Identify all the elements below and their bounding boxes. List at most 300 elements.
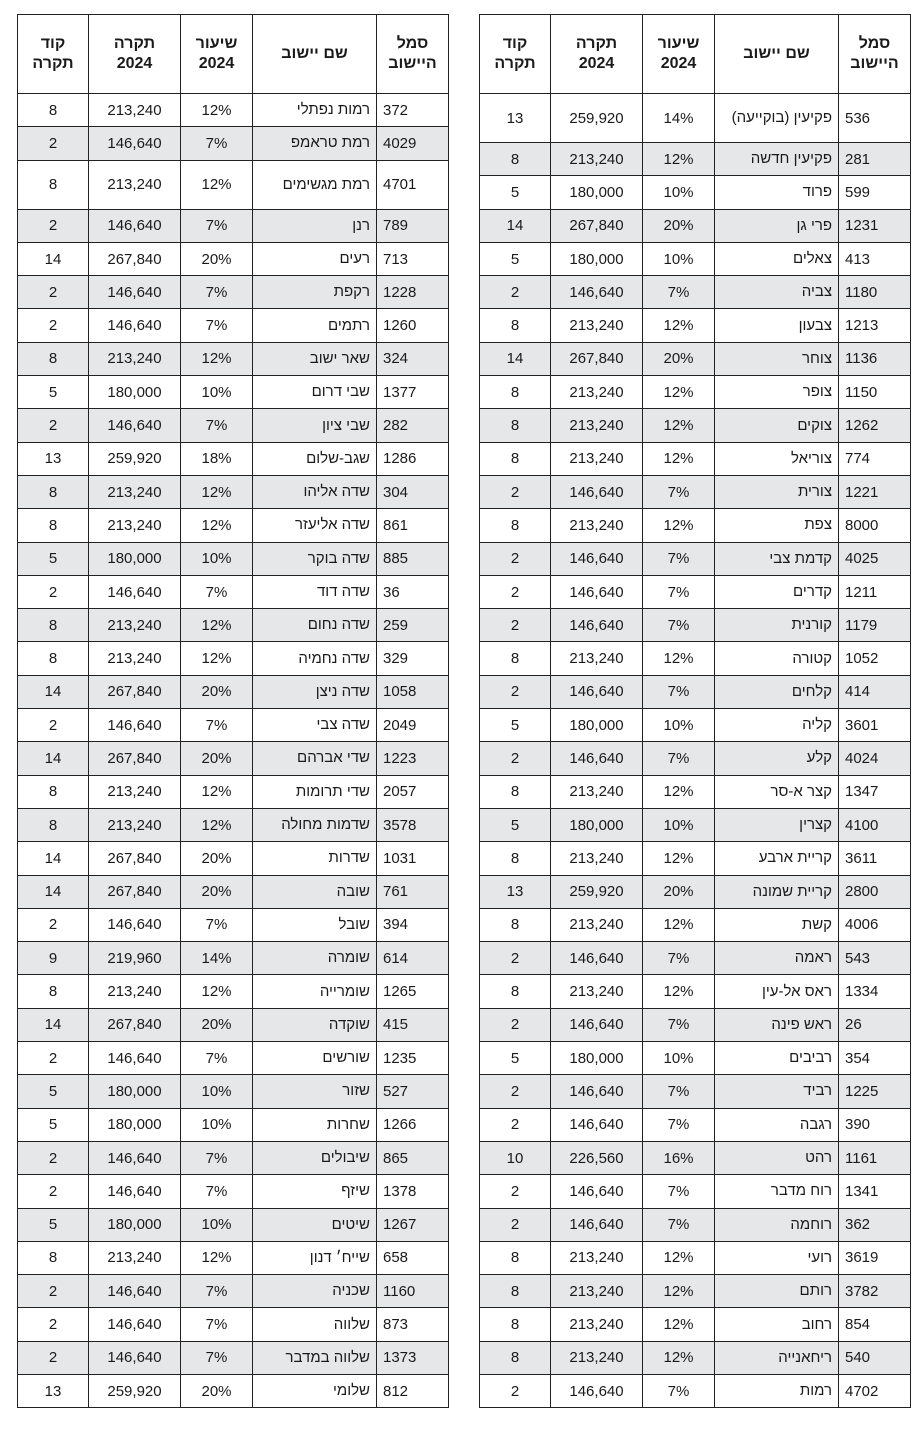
settlement-code-cell: 282 (377, 409, 449, 442)
table-row (480, 975, 911, 1008)
rate-cell: 7% (643, 675, 715, 708)
settlement-code-cell: 761 (377, 875, 449, 908)
rate-cell: 10% (181, 1108, 253, 1141)
rate-cell: 12% (643, 376, 715, 409)
settlement-name-cell: צאלים (715, 242, 839, 275)
settlements-table-left (17, 14, 449, 1408)
ceiling-cell: 146,640 (89, 709, 181, 742)
settlement-name-cell: שיבולים (253, 1141, 377, 1174)
ceiling-code-cell: 8 (18, 1241, 89, 1274)
settlement-code-cell: 1260 (377, 309, 449, 342)
ceiling-cell: 213,240 (89, 642, 181, 675)
ceiling-code-cell: 2 (480, 1208, 551, 1241)
table-row (18, 242, 449, 275)
rate-cell: 12% (643, 409, 715, 442)
rate-cell: 7% (181, 209, 253, 242)
ceiling-cell: 213,240 (551, 509, 643, 542)
settlement-code-cell: 3611 (839, 842, 911, 875)
rate-cell: 20% (643, 209, 715, 242)
rate-cell: 12% (643, 842, 715, 875)
table-row (18, 808, 449, 841)
ceiling-code-cell: 8 (480, 908, 551, 941)
rate-cell: 7% (643, 1175, 715, 1208)
settlement-code-cell: 1347 (839, 775, 911, 808)
settlement-code-cell: 854 (839, 1308, 911, 1341)
rate-cell: 12% (643, 442, 715, 475)
settlement-name-cell: רביבים (715, 1042, 839, 1075)
ceiling-code-cell: 8 (18, 475, 89, 508)
rate-cell: 7% (181, 276, 253, 309)
rate-cell: 12% (181, 475, 253, 508)
ceiling-cell: 213,240 (551, 376, 643, 409)
ceiling-cell: 146,640 (89, 1175, 181, 1208)
settlement-code-cell: 1265 (377, 975, 449, 1008)
table-row (480, 209, 911, 242)
ceiling-cell: 213,240 (551, 1308, 643, 1341)
settlement-code-cell: 3782 (839, 1275, 911, 1308)
ceiling-code-cell: 2 (18, 908, 89, 941)
settlement-name-cell: שדה נחום (253, 609, 377, 642)
settlement-name-cell: שדה דוד (253, 575, 377, 608)
ceiling-code-cell: 5 (480, 808, 551, 841)
settlement-code-cell: 413 (839, 242, 911, 275)
rate-cell: 12% (181, 642, 253, 675)
settlement-code-cell: 415 (377, 1008, 449, 1041)
settlement-code-cell: 1180 (839, 276, 911, 309)
settlement-code-cell: 1235 (377, 1042, 449, 1075)
table-row (480, 276, 911, 309)
settlement-name-cell: צוקים (715, 409, 839, 442)
rate-cell: 7% (643, 1374, 715, 1407)
settlement-name-cell: קשת (715, 908, 839, 941)
rate-cell: 12% (643, 1341, 715, 1374)
settlement-code-cell: 362 (839, 1208, 911, 1241)
rate-cell: 12% (643, 1241, 715, 1274)
ceiling-code-cell: 8 (480, 1341, 551, 1374)
table-row (18, 908, 449, 941)
ceiling-cell: 267,840 (551, 209, 643, 242)
table-row (480, 1141, 911, 1174)
ceiling-cell: 180,000 (89, 376, 181, 409)
ceiling-code-cell: 2 (18, 1141, 89, 1174)
settlement-code-cell: 1267 (377, 1208, 449, 1241)
rate-cell: 12% (643, 775, 715, 808)
table-row (480, 1042, 911, 1075)
ceiling-code-cell: 8 (480, 642, 551, 675)
table-row (18, 1374, 449, 1407)
settlement-code-cell: 599 (839, 176, 911, 209)
table-row (480, 1175, 911, 1208)
settlement-code-cell: 354 (839, 1042, 911, 1075)
ceiling-cell: 146,640 (89, 1308, 181, 1341)
settlement-name-cell: רנן (253, 209, 377, 242)
settlement-code-cell: 774 (839, 442, 911, 475)
settlement-name-cell: רמות נפתלי (253, 94, 377, 127)
ceiling-code-cell: 5 (18, 1075, 89, 1108)
settlement-name-cell: שלווה במדבר (253, 1341, 377, 1374)
settlement-code-cell: 390 (839, 1108, 911, 1141)
ceiling-code-cell: 8 (18, 975, 89, 1008)
ceiling-code-cell: 2 (480, 1374, 551, 1407)
ceiling-cell: 146,640 (551, 475, 643, 508)
settlement-code-cell: 1228 (377, 276, 449, 309)
settlement-name-cell: שובל (253, 908, 377, 941)
table-row (18, 1042, 449, 1075)
ceiling-code-cell: 8 (18, 342, 89, 375)
table-row (18, 209, 449, 242)
settlement-name-cell: קורנית (715, 609, 839, 642)
ceiling-code-cell: 2 (480, 276, 551, 309)
ceiling-code-cell: 2 (480, 1108, 551, 1141)
table-row (18, 942, 449, 975)
ceiling-cell: 213,240 (551, 908, 643, 941)
ceiling-code-cell: 8 (18, 94, 89, 127)
table-row (480, 342, 911, 375)
table-row (18, 127, 449, 160)
ceiling-cell: 146,640 (89, 276, 181, 309)
ceiling-cell: 259,920 (89, 442, 181, 475)
settlement-name-cell: שומרה (253, 942, 377, 975)
table-row (18, 1275, 449, 1308)
ceiling-cell: 180,000 (89, 1208, 181, 1241)
table-row (18, 1175, 449, 1208)
ceiling-code-cell: 8 (480, 143, 551, 176)
settlement-code-cell: 324 (377, 342, 449, 375)
rate-cell: 7% (181, 1042, 253, 1075)
table-row (18, 376, 449, 409)
ceiling-code-cell: 5 (18, 376, 89, 409)
rate-cell: 7% (643, 609, 715, 642)
settlement-code-cell: 4006 (839, 908, 911, 941)
ceiling-cell: 213,240 (551, 1241, 643, 1274)
table-row (480, 242, 911, 275)
settlement-name-cell: שכניה (253, 1275, 377, 1308)
table-row (480, 709, 911, 742)
table-row (480, 1108, 911, 1141)
ceiling-cell: 146,640 (89, 575, 181, 608)
ceiling-cell: 213,240 (551, 143, 643, 176)
ceiling-code-cell: 2 (480, 1075, 551, 1108)
ceiling-cell: 226,560 (551, 1141, 643, 1174)
ceiling-cell: 146,640 (551, 675, 643, 708)
settlement-name-cell: שומרייה (253, 975, 377, 1008)
ceiling-code-cell: 5 (480, 176, 551, 209)
settlement-name-cell: קליה (715, 709, 839, 742)
ceiling-code-cell: 2 (480, 1008, 551, 1041)
table-row (18, 542, 449, 575)
ceiling-cell: 219,960 (89, 942, 181, 975)
ceiling-cell: 213,240 (89, 609, 181, 642)
header-code: סמל היישוב (377, 15, 449, 94)
ceiling-cell: 146,640 (89, 1141, 181, 1174)
settlement-code-cell: 1231 (839, 209, 911, 242)
table-row (480, 509, 911, 542)
ceiling-code-cell: 2 (18, 1042, 89, 1075)
rate-cell: 10% (181, 1075, 253, 1108)
settlement-code-cell: 1179 (839, 609, 911, 642)
rate-cell: 12% (181, 342, 253, 375)
settlement-code-cell: 329 (377, 642, 449, 675)
table-row (18, 342, 449, 375)
table-row (18, 842, 449, 875)
ceiling-cell: 180,000 (551, 176, 643, 209)
rate-cell: 7% (643, 542, 715, 575)
ceiling-code-cell: 8 (480, 1308, 551, 1341)
settlement-code-cell: 1031 (377, 842, 449, 875)
table-row (480, 176, 911, 209)
rate-cell: 7% (643, 1075, 715, 1108)
ceiling-code-cell: 14 (18, 675, 89, 708)
ceiling-cell: 213,240 (89, 342, 181, 375)
rate-cell: 7% (181, 575, 253, 608)
settlement-name-cell: צבעון (715, 309, 839, 342)
rate-cell: 12% (643, 509, 715, 542)
rate-cell: 12% (181, 94, 253, 127)
settlement-name-cell: שדי אברהם (253, 742, 377, 775)
ceiling-cell: 146,640 (551, 1374, 643, 1407)
table-row (480, 309, 911, 342)
rate-cell: 12% (643, 143, 715, 176)
ceiling-cell: 146,640 (89, 309, 181, 342)
ceiling-code-cell: 2 (18, 709, 89, 742)
settlement-name-cell: שאר ישוב (253, 342, 377, 375)
table-row (480, 143, 911, 176)
header-row (480, 15, 911, 94)
rate-cell: 7% (643, 1108, 715, 1141)
ceiling-cell: 146,640 (551, 742, 643, 775)
ceiling-code-cell: 13 (480, 875, 551, 908)
settlement-name-cell: רעים (253, 242, 377, 275)
ceiling-cell: 146,640 (551, 1075, 643, 1108)
rate-cell: 18% (181, 442, 253, 475)
table-row (480, 908, 911, 941)
rate-cell: 10% (643, 808, 715, 841)
ceiling-code-cell: 14 (480, 342, 551, 375)
settlement-name-cell: רהט (715, 1141, 839, 1174)
settlement-code-cell: 1160 (377, 1275, 449, 1308)
ceiling-cell: 146,640 (89, 209, 181, 242)
settlements-table-right (479, 14, 911, 1408)
rate-cell: 12% (643, 975, 715, 1008)
table-row (18, 975, 449, 1008)
table-row (480, 842, 911, 875)
settlement-name-cell: ראמה (715, 942, 839, 975)
rate-cell: 7% (181, 1308, 253, 1341)
ceiling-code-cell: 2 (18, 1175, 89, 1208)
ceiling-cell: 259,920 (551, 94, 643, 143)
settlement-code-cell: 536 (839, 94, 911, 143)
rate-cell: 12% (181, 808, 253, 841)
settlement-code-cell: 4029 (377, 127, 449, 160)
ceiling-cell: 213,240 (551, 409, 643, 442)
rate-cell: 10% (643, 1042, 715, 1075)
ceiling-code-cell: 14 (18, 742, 89, 775)
settlement-code-cell: 4702 (839, 1374, 911, 1407)
ceiling-code-cell: 8 (480, 442, 551, 475)
rate-cell: 20% (181, 675, 253, 708)
settlement-name-cell: קדמת צבי (715, 542, 839, 575)
ceiling-cell: 267,840 (89, 242, 181, 275)
settlement-code-cell: 713 (377, 242, 449, 275)
settlement-code-cell: 1211 (839, 575, 911, 608)
rate-cell: 10% (643, 242, 715, 275)
settlement-name-cell: קריית שמונה (715, 875, 839, 908)
rate-cell: 12% (643, 1308, 715, 1341)
rate-cell: 7% (643, 942, 715, 975)
table-row (480, 1208, 911, 1241)
table-row (480, 775, 911, 808)
table-row (480, 442, 911, 475)
settlement-code-cell: 873 (377, 1308, 449, 1341)
ceiling-code-cell: 5 (18, 542, 89, 575)
settlement-code-cell: 2800 (839, 875, 911, 908)
table-row (18, 1208, 449, 1241)
settlement-code-cell: 26 (839, 1008, 911, 1041)
ceiling-cell: 146,640 (89, 1341, 181, 1374)
ceiling-cell: 213,240 (89, 94, 181, 127)
ceiling-code-cell: 14 (18, 875, 89, 908)
table-row (480, 1308, 911, 1341)
settlement-name-cell: רותם (715, 1275, 839, 1308)
settlement-code-cell: 394 (377, 908, 449, 941)
rate-cell: 7% (181, 908, 253, 941)
settlement-name-cell: שדה נחמיה (253, 642, 377, 675)
settlement-code-cell: 789 (377, 209, 449, 242)
ceiling-code-cell: 8 (480, 509, 551, 542)
table-row (480, 376, 911, 409)
settlement-code-cell: 1373 (377, 1341, 449, 1374)
settlement-name-cell: רחוב (715, 1308, 839, 1341)
table-row (480, 1008, 911, 1041)
rate-cell: 7% (181, 709, 253, 742)
settlement-code-cell: 1221 (839, 475, 911, 508)
rate-cell: 7% (643, 742, 715, 775)
rate-cell: 20% (181, 1008, 253, 1041)
settlement-code-cell: 1334 (839, 975, 911, 1008)
ceiling-cell: 146,640 (551, 1175, 643, 1208)
rate-cell: 20% (181, 875, 253, 908)
table-row (480, 742, 911, 775)
settlement-name-cell: קלע (715, 742, 839, 775)
settlement-code-cell: 1058 (377, 675, 449, 708)
ceiling-code-cell: 8 (18, 775, 89, 808)
table-row (480, 642, 911, 675)
table-row (480, 409, 911, 442)
settlement-code-cell: 3619 (839, 1241, 911, 1274)
ceiling-cell: 259,920 (89, 1374, 181, 1407)
ceiling-code-cell: 8 (18, 808, 89, 841)
ceiling-code-cell: 2 (480, 942, 551, 975)
settlement-name-cell: ריחאנייה (715, 1341, 839, 1374)
rate-cell: 7% (181, 1275, 253, 1308)
settlement-name-cell: צוחר (715, 342, 839, 375)
rate-cell: 12% (181, 1241, 253, 1274)
rate-cell: 12% (181, 509, 253, 542)
ceiling-cell: 180,000 (89, 1075, 181, 1108)
table-row (480, 609, 911, 642)
settlement-code-cell: 1223 (377, 742, 449, 775)
settlement-code-cell: 8000 (839, 509, 911, 542)
ceiling-cell: 213,240 (551, 842, 643, 875)
rate-cell: 12% (181, 975, 253, 1008)
table-row (18, 475, 449, 508)
rate-cell: 12% (181, 160, 253, 209)
settlement-name-cell: ראש פינה (715, 1008, 839, 1041)
ceiling-cell: 146,640 (89, 1042, 181, 1075)
table-row (18, 1308, 449, 1341)
rate-cell: 20% (181, 242, 253, 275)
ceiling-code-cell: 2 (480, 1175, 551, 1208)
ceiling-cell: 213,240 (551, 975, 643, 1008)
ceiling-code-cell: 2 (18, 276, 89, 309)
ceiling-code-cell: 5 (480, 242, 551, 275)
ceiling-cell: 267,840 (89, 1008, 181, 1041)
settlement-code-cell: 4100 (839, 808, 911, 841)
settlement-name-cell: שורשים (253, 1042, 377, 1075)
settlement-name-cell: רתמים (253, 309, 377, 342)
rate-cell: 20% (181, 842, 253, 875)
table-row (18, 742, 449, 775)
ceiling-code-cell: 8 (18, 609, 89, 642)
ceiling-cell: 213,240 (551, 1275, 643, 1308)
ceiling-code-cell: 13 (18, 442, 89, 475)
table-row (480, 1275, 911, 1308)
ceiling-code-cell: 10 (480, 1141, 551, 1174)
settlement-name-cell: רביד (715, 1075, 839, 1108)
settlement-code-cell: 4701 (377, 160, 449, 209)
ceiling-code-cell: 2 (18, 309, 89, 342)
ceiling-cell: 146,640 (551, 575, 643, 608)
settlement-name-cell: קריית ארבע (715, 842, 839, 875)
ceiling-code-cell: 2 (480, 542, 551, 575)
ceiling-code-cell: 9 (18, 942, 89, 975)
settlement-code-cell: 1262 (839, 409, 911, 442)
table-row (480, 1075, 911, 1108)
settlement-name-cell: שדה ניצן (253, 675, 377, 708)
table-row (480, 475, 911, 508)
rate-cell: 12% (181, 775, 253, 808)
settlement-name-cell: רגבה (715, 1108, 839, 1141)
settlement-code-cell: 1266 (377, 1108, 449, 1141)
ceiling-cell: 213,240 (89, 509, 181, 542)
rate-cell: 20% (643, 342, 715, 375)
ceiling-code-cell: 5 (480, 1042, 551, 1075)
rate-cell: 16% (643, 1141, 715, 1174)
settlement-code-cell: 1052 (839, 642, 911, 675)
rate-cell: 7% (181, 1175, 253, 1208)
settlement-name-cell: שבי דרום (253, 376, 377, 409)
header-ceiling-code: קוד תקרה (18, 15, 89, 94)
rate-cell: 14% (181, 942, 253, 975)
ceiling-code-cell: 8 (18, 509, 89, 542)
ceiling-cell: 146,640 (89, 908, 181, 941)
settlement-name-cell: שובה (253, 875, 377, 908)
rate-cell: 7% (643, 1008, 715, 1041)
ceiling-code-cell: 8 (480, 842, 551, 875)
ceiling-code-cell: 2 (18, 575, 89, 608)
rate-cell: 7% (643, 276, 715, 309)
settlement-name-cell: פקיעין (בוקייעה) (715, 94, 839, 143)
ceiling-code-cell: 2 (480, 575, 551, 608)
settlement-name-cell: צפת (715, 509, 839, 542)
rate-cell: 7% (643, 1208, 715, 1241)
ceiling-code-cell: 8 (480, 1241, 551, 1274)
rate-cell: 7% (181, 1141, 253, 1174)
ceiling-code-cell: 14 (18, 242, 89, 275)
header-row (18, 15, 449, 94)
settlement-name-cell: קדרים (715, 575, 839, 608)
table-row (480, 94, 911, 143)
